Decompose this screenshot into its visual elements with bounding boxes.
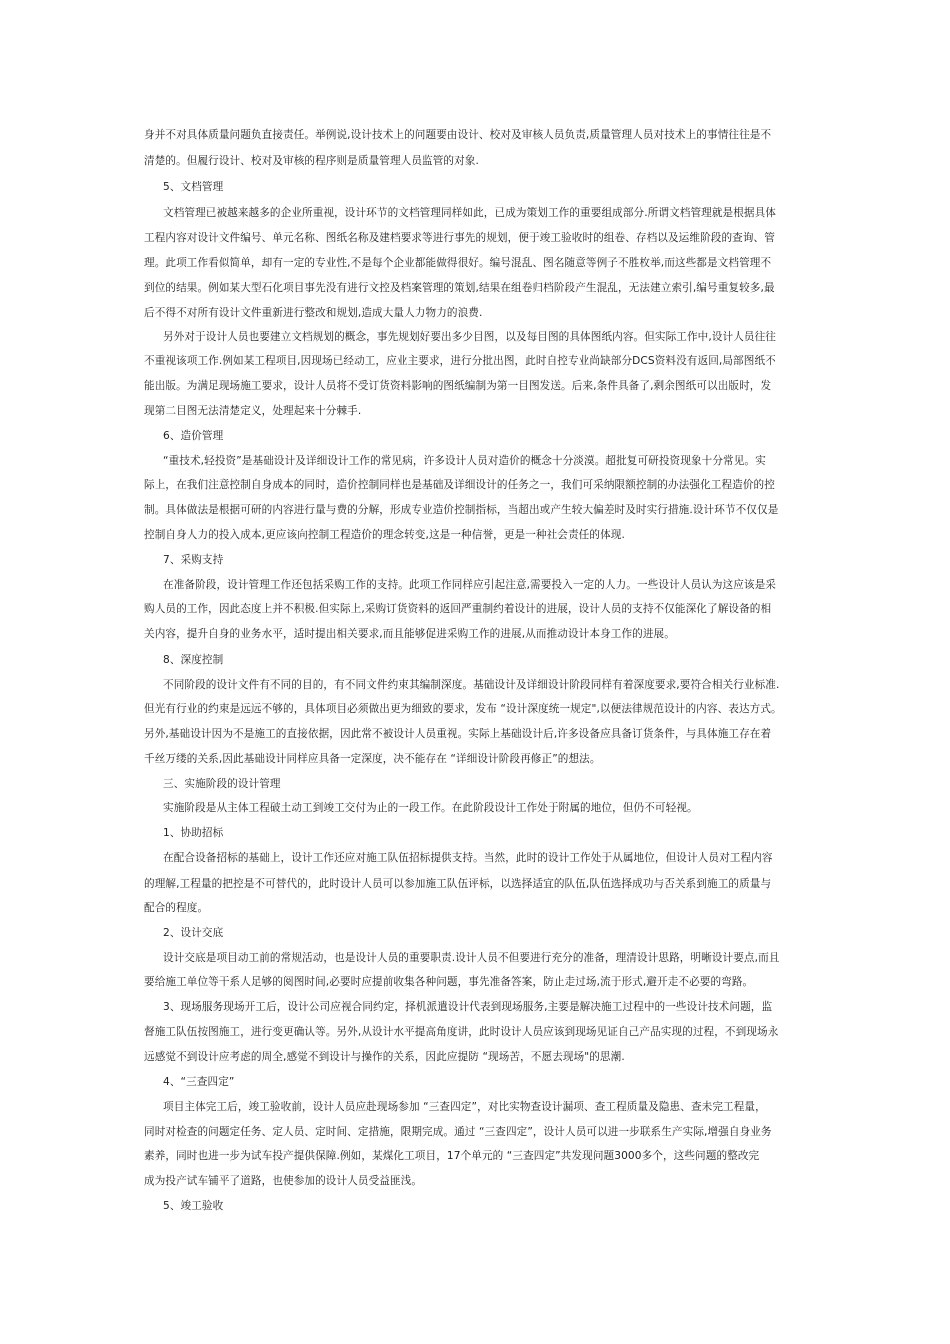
text-line: 3、现场服务现场开工后，设计公司应视合同约定，择机派遣设计代表到现场服务,主要是解决施工过程中的一些设计技术问题，监	[163, 1001, 773, 1013]
section-heading: 6、造价管理	[163, 430, 224, 442]
text-line: 的理解,工程量的把控是不可替代的，此时设计人员可以参加施工队伍评标，以选择适宜的队伍,队伍选择成功与否关系到施工的质量与	[144, 878, 772, 890]
text-line: 素养，同时也进一步为试车投产提供保障.例如，某煤化工项目，17个单元的 “三查四定”共发现问题3000多个，这些问题的整改完	[144, 1150, 760, 1162]
section-heading: 三、实施阶段的设计管理	[163, 778, 281, 790]
text-line: 工程内容对设计文件编号、单元名称、图纸名称及建档要求等进行事先的规划，便于竣工验收时的组卷、存档以及运维阶段的查询、管	[144, 232, 775, 244]
text-line: 到位的结果。例如某大型石化项目事先没有进行文控及档案管理的策划,结果在组卷归档阶段产生混乱，无法建立索引,编号重复较多,最	[144, 282, 775, 294]
text-line: 文档管理已被越来越多的企业所重视，设计环节的文档管理同样如此，已成为策划工作的重要组成部分.所谓文档管理就是根据具体	[163, 207, 777, 219]
section-heading: 2、设计交底	[163, 927, 224, 939]
text-line: 同时对检查的问题定任务、定人员、定时间、定措施，限期完成。通过 “三查四定”，设计人员可以进一步联系生产实际,增强自身业务	[144, 1126, 772, 1138]
text-line: 在准备阶段，设计管理工作还包括采购工作的支持。此项工作同样应引起注意,需要投入一定的人力。一些设计人员认为这应该是采	[163, 579, 777, 591]
text-line: 不重视该项工作.例如某工程项目,因现场已经动工，应业主要求，进行分批出图，此时自控专业尚缺部分DCS资料没有返回,局部图纸不	[144, 355, 776, 367]
text-line: 身并不对具体质量问题负直接责任。举例说,设计技术上的问题要由设计、校对及审核人员负责,质量管理人员对技术上的事情往往是不	[144, 129, 772, 141]
section-heading: 7、采购支持	[163, 554, 224, 566]
text-line: 成为投产试车铺平了道路，也使参加的设计人员受益匪浅。	[144, 1175, 423, 1187]
text-line: 能出版。为满足现场施工要求，设计人员将不受订货资料影响的图纸编制为第一目图发送。后来,条件具备了,剩余图纸可以出版时，发	[144, 380, 772, 392]
text-line: 远感觉不到设计应考虑的周全,感觉不到设计与操作的关系，因此应提防 “现场苦，不愿去现场"的思潮.	[144, 1051, 625, 1063]
text-line: 督施工队伍按图施工，进行变更确认等。另外,从设计水平提高角度讲，此时设计人员应该到现场见证自己产品实现的过程，不到现场永	[144, 1026, 779, 1038]
text-line: 后不得不对所有设计文件重新进行整改和规划,造成大量人力物力的浪费.	[144, 307, 483, 319]
text-line: 设计交底是项目动工前的常规活动，也是设计人员的重要职责.设计人员不但要进行充分的准备，理清设计思路，明晰设计要点,而且	[163, 952, 780, 964]
text-line: 购人员的工作，因此态度上并不积极.但实际上,采购订货资料的返回严重制约着设计的进展，设计人员的支持不仅能深化了解设备的相	[144, 603, 772, 615]
text-line: 制。具体做法是根据可研的内容进行量与费的分解，形成专业造价控制指标，当超出或产生较大偏差时及时实行措施.设计环节不仅仅是	[144, 504, 779, 516]
section-heading: 4、“三查四定”	[163, 1076, 235, 1088]
text-line: 要给施工单位等干系人足够的阅图时间,必要时应提前收集各种问题，事先准备答案，防止走过场,流于形式,避开走不必要的弯路。	[144, 976, 754, 988]
text-line: 千丝万缕的关系,因此基础设计同样应具备一定深度，决不能存在 “详细设计阶段再修正”的想法。	[144, 753, 601, 765]
text-line: 另外,基础设计因为不是施工的直接依据，因此常不被设计人员重视。实际上基础设计后,许多设备应具备订货条件，与具体施工存在着	[144, 728, 772, 740]
text-line: 实施阶段是从主体工程破土动工到竣工交付为止的一段工作。在此阶段设计工作处于附属的地位，但仍不可轻视。	[163, 802, 698, 814]
text-line: 在配合设备招标的基础上，设计工作还应对施工队伍招标提供支持。当然，此时的设计工作处于从属地位，但设计人员对工程内容	[163, 852, 773, 864]
text-line: 配合的程度。	[144, 902, 209, 914]
text-line: 但光有行业的约束是远远不够的，具体项目必须做出更为细致的要求，发布 “设计深度统一规定",以便法律规范设计的内容、表达方式。	[144, 703, 782, 715]
text-line: 理。此项工作看似简单，却有一定的专业性,不是每个企业都能做得很好。编号混乱、图名随意等例子不胜枚举,而这些都是文档管理不	[144, 257, 772, 269]
text-line: 另外对于设计人员也要建立文档规划的概念，事先规划好要出多少目图，以及每目图的具体图纸内容。但实际工作中,设计人员往往	[163, 331, 777, 343]
text-line: 项目主体完工后，竣工验收前，设计人员应赴现场参加 “三查四定”，对比实物查设计漏项、查工程质量及隐患、查未完工程量，	[163, 1101, 766, 1113]
text-line: “重技术,轻投资”是基础设计及详细设计工作的常见病，许多设计人员对造价的概念十分淡漠。超批复可研投资现象十分常见。实	[163, 455, 766, 467]
text-line: 关内容，提升自身的业务水平，适时提出相关要求,而且能够促进采购工作的进展,从而推动设计本身工作的进展。	[144, 628, 675, 640]
text-line: 际上，在我们注意控制自身成本的同时，造价控制同样也是基础及详细设计的任务之一，我们可采纳限额控制的办法强化工程造价的控	[144, 479, 775, 491]
text-line: 控制自身人力的投入成本,更应该向控制工程造价的理念转变,这是一种信誉，更是一种社会责任的体现.	[144, 529, 625, 541]
section-heading: 5、竣工验收	[163, 1200, 224, 1212]
section-heading: 5、文档管理	[163, 181, 224, 193]
text-line: 现第二目图无法清楚定义，处理起来十分棘手.	[144, 405, 362, 417]
text-line: 清楚的。但履行设计、校对及审核的程序则是质量管理人员监管的对象.	[144, 155, 479, 167]
section-heading: 1、协助招标	[163, 827, 224, 839]
section-heading: 8、深度控制	[163, 654, 224, 666]
text-line: 不同阶段的设计文件有不同的目的，有不同文件约束其编制深度。基础设计及详细设计阶段同样有着深度要求,要符合相关行业标准.	[163, 679, 780, 691]
